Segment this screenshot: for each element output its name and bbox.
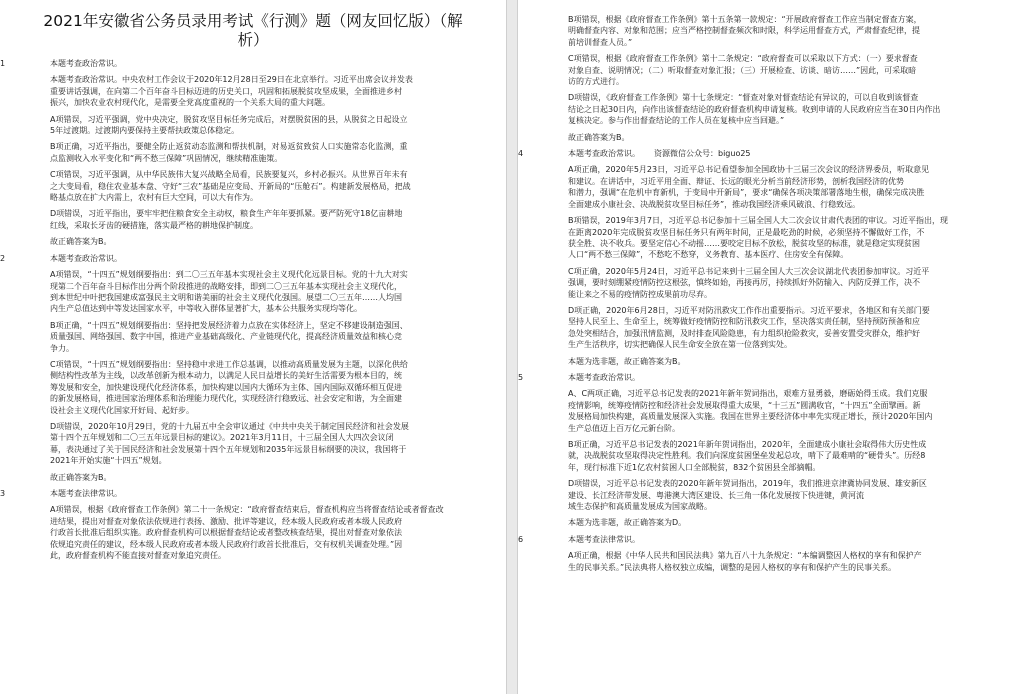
text-line: 前培训督查人员。” — [568, 37, 633, 47]
question-content — [528, 14, 1010, 143]
text-line: 人口“两不愁三保障”，不愁吃不愁穿，义务教育、基本医疗、住房安全有保障。 — [568, 250, 849, 260]
question-topic-text: 本题考查法律常识。 — [50, 489, 122, 498]
text-line: B项正确，“十四五”规划纲要指出：坚持把发展经济着力点放在实体经济上，坚定不移建设制造强国、 — [50, 320, 408, 330]
text-line: 明确督查内容、对象和范围；应当严格控制督查频次和时限，科学运用督查方式，严肃督查纪律，提 — [568, 26, 920, 36]
question-topic — [568, 148, 1010, 159]
text-line: 和建议。在讲话中，习近平用全面、辩证、长远的眼光分析当前经济形势，剖析我国经济的优势 — [568, 176, 904, 186]
question-2 — [0, 253, 492, 483]
question-topic — [568, 534, 1010, 545]
text-line: B项正确，习近平总书记发表的2021年新年贺词指出，2020年，全面建成小康社会取得伟大历史性成 — [568, 440, 927, 449]
text-line: D项正确，2020年6月28日，习近平对防汛救灾工作作出重要指示。习近平要求，各地区和有关部门要 — [568, 305, 930, 315]
option-paragraph — [50, 269, 492, 315]
option-paragraph — [50, 114, 492, 137]
option-paragraph — [568, 439, 1010, 473]
text-line: 坚持人民至上、生命至上，统筹做好疫情防控和防汛救灾工作，坚决落实责任制，坚持预防预备和应 — [568, 317, 920, 327]
text-line: B项错误，根据《政府督查工作条例》第十五条第一款规定：“开展政府督查工作应当制定督查方案， — [568, 15, 922, 24]
text-line: 现第二个百年奋斗目标作出分两个阶段推进的战略安排，即到二〇三五年基本实现社会主义现代化， — [50, 281, 402, 291]
option-paragraph — [568, 305, 1010, 351]
answer-line: 故正确答案为B。 — [50, 237, 112, 247]
text-line: 年，现行标准下近1亿农村贫困人口全部脱贫，832个贫困县全部摘帽。 — [568, 462, 821, 472]
option-paragraph — [568, 14, 1010, 48]
text-line: 就，决战脱贫攻坚取得决定性胜利。我们向深度贫困堡垒发起总攻，啃下了最难啃的“硬骨头”。历经8 — [568, 451, 926, 461]
question-number: 4 — [518, 149, 524, 159]
text-line: D项错误，《政府督查工作条例》第十七条规定：“督查对象对督查结论有异议的，可以自收到该督查 — [568, 93, 919, 103]
text-line: 和潜力，强调“在危机中育新机，于变局中开新局”，要求“确保各项决策部署落地生根，确保完成决胜 — [568, 188, 925, 198]
question-topic-text: 本题考查政治常识。 — [50, 59, 122, 68]
question-topic — [568, 372, 1010, 383]
text-line: 域生态保护和高质量发展成为国家战略。 — [568, 502, 712, 512]
text-line: D项错误，习近平总书记发表的2020年新年贺词指出，2019年，我们推进京津冀协同发展、雄安新区 — [568, 479, 927, 489]
text-line: 此，政府督查机构不能直接对督查对象追究责任。 — [50, 551, 226, 561]
text-line: A项正确，根据《中华人民共和国民法典》第九百八十九条规定：“本编调整因人格权的享有和保护产 — [568, 551, 922, 561]
text-line: B项正确，习近平指出，要健全防止返贫动态监测和帮扶机制，对易返贫致贫人口实施常态化监测，重 — [50, 142, 408, 152]
text-line: 生产生活秩序，切实把确保人民生命安全放在第一位落到实处。 — [568, 340, 792, 350]
option-paragraph — [568, 92, 1010, 126]
document-title — [14, 12, 492, 50]
text-line: A项错误，习近平强调，党中央决定，脱贫攻坚目标任务完成后，对摆脱贫困的县，从脱贫之日起设立 — [50, 114, 408, 124]
text-line: 生产总值迈上百万亿元新台阶。 — [568, 423, 680, 433]
question-1 — [0, 58, 492, 248]
text-line: C项错误，习近平强调，从中华民族伟大复兴战略全局看，民族要复兴，乡村必振兴。从世界百年未有 — [50, 170, 408, 180]
question-topic-text: 本题考查政治常识。 — [568, 149, 640, 159]
text-line: 对象自查、说明情况；（二）听取督查对象汇报；（三）开展检查、访谈、暗访……”因此，可采取暗 — [568, 65, 917, 75]
option-paragraph — [568, 215, 1010, 261]
option-paragraph — [568, 478, 1010, 512]
option-paragraph — [568, 550, 1010, 573]
text-line: 能让来之不易的疫情防控成果前功尽弃。 — [568, 289, 712, 299]
text-line: 红线，采取长牙齿的硬措施，落实最严格的耕地保护制度。 — [50, 220, 258, 230]
question-content — [28, 58, 492, 248]
answer-line: 本题为选非题，故正确答案为B。 — [568, 356, 686, 366]
question-number: 1 — [0, 59, 6, 68]
text-line: 访的方式进行。 — [568, 77, 624, 87]
question-number: 5 — [518, 372, 524, 382]
text-line: A项正确，2020年5月23日，习近平总书记看望参加全国政协十三届三次会议的经济界委员，听取意见 — [568, 165, 930, 175]
right-page-body — [518, 0, 1024, 573]
text-line: 5年过渡期。过渡期内要保持主要帮扶政策总体稳定。 — [50, 126, 240, 136]
question-content — [528, 148, 1010, 367]
text-line: 振兴，加快农业农村现代化，是需要全党高度重视的一个关系大局的重大问题。 — [50, 98, 330, 108]
text-line: C项错误，根据《政府督查工作条例》第十二条规定：“政府督查可以采取以下方式：（一）要求督查 — [568, 54, 918, 64]
option-paragraph — [50, 208, 492, 231]
question-content — [528, 534, 1010, 573]
text-line: 的新发展格局，推进国家治理体系和治理能力现代化，实现经济行稳致远、社会安定和谐，为全面建 — [50, 394, 402, 404]
option-paragraph — [568, 53, 1010, 87]
text-line: 生的民事关系。”民法典将人格权独立成编，调整的是因人格权的享有和保护产生的民事关系。 — [568, 562, 897, 572]
text-line: 点监测收入水平变化和“两不愁三保障”巩固情况，继续精准施策。 — [50, 153, 283, 163]
text-line: 本题考查政治常识。中央农村工作会议于2020年12月28日至29日在北京举行。习近平出席会议并发表 — [50, 75, 413, 85]
text-line: 略基点放在扩大内需上，农村有巨大空间，可以大有作为。 — [50, 193, 258, 203]
question-content — [28, 253, 492, 483]
text-line: C项正确，2020年5月24日，习近平总书记来到十三届全国人大三次会议湖北代表团参加审议。习近平 — [568, 266, 930, 276]
text-line: A项错误，“十四五”规划纲要指出：到二〇三五年基本实现社会主义现代化远景目标。党的十九大对实 — [50, 270, 408, 280]
question-topic-text: 本题考查政治常识。 — [568, 372, 640, 382]
text-line: 建设、长江经济带发展、粤港澳大湾区建设、长三角一体化发展按下快进键，黄河流 — [568, 490, 864, 500]
document-page-right — [518, 0, 1024, 694]
option-paragraph — [568, 164, 1010, 210]
text-line: 质量强国、网络强国、数字中国，推进产业基础高级化、产业链现代化，提高经济质量效益和核心竞 — [50, 332, 402, 342]
question-topic — [50, 253, 492, 264]
option-paragraph — [50, 141, 492, 164]
text-line: 幕，表决通过了关于国民经济和社会发展第十四个五年规划和2035年远景目标纲要的决议，我国将于 — [50, 444, 407, 454]
answer-line: 本题为选非题，故正确答案为D。 — [568, 518, 687, 528]
option-paragraph — [50, 320, 492, 354]
text-line: 争力。 — [50, 343, 74, 353]
page-separator — [506, 0, 518, 694]
text-line: B项错误，2019年3月7日，习近平总书记参加十三届全国人大二次会议甘肃代表团的审议。习近平指出，现 — [568, 216, 949, 226]
title-line-2: 析） — [237, 31, 269, 49]
question-3-continued — [528, 14, 1010, 143]
question-topic — [50, 58, 492, 69]
text-line: 结论之日起30日内，向作出该督查结论的政府督查机构申请复核。收到申请的人民政府应当在30日内作出 — [568, 104, 941, 114]
document-page-left — [0, 0, 506, 694]
left-page-body — [0, 58, 506, 561]
source-note: 资源微信公众号：biguo25 — [654, 149, 751, 159]
text-line: 行政首长批准后组织实施。政府督查机构可以根据督查结论或者整改核查结果，提出对督查对象依法 — [50, 528, 402, 538]
text-line: 疫情影响，统筹疫情防控和经济社会发展取得重大成果，“十三五”圆满收官，“十四五”全面擘画。新 — [568, 400, 921, 410]
text-line: 重要讲话强调，在向第二个百年奋斗目标迈进的历史关口，巩固和拓展脱贫攻坚成果，全面推进乡村 — [50, 86, 402, 96]
text-line: D项错误，2020年10月29日，党的十九届五中全会审议通过《中共中央关于制定国民经济和社会发展 — [50, 421, 409, 431]
text-line: 筹发展和安全，加快建设现代化经济体系，加快构建以国内大循环为主体、国内国际双循环相互促进 — [50, 382, 402, 392]
question-topic — [50, 488, 492, 499]
option-paragraph — [50, 74, 492, 108]
text-line: A项错误，根据《政府督查工作条例》第二十一条规定：“政府督查结束后，督查机构应当将督查结论或者督查改 — [50, 505, 444, 515]
text-line: 侧结构性改革为主线，以改革创新为根本动力，以满足人民日益增长的美好生活需要为根本目的，统 — [50, 371, 402, 381]
question-number: 2 — [0, 253, 6, 263]
option-paragraph — [50, 421, 492, 467]
text-line: 发展格局加快构建，高质量发展深入实施。我国在世界主要经济体中率先实现正增长，预计2020年国内 — [568, 412, 933, 422]
question-topic-text: 本题考查法律常识。 — [568, 534, 640, 544]
text-line: 第十四个五年规划和二〇三五年远景目标的建议》。2021年3月11日，十三届全国人大四次会议闭 — [50, 433, 394, 443]
question-topic-text: 本题考查政治常识。 — [50, 253, 122, 263]
option-paragraph — [50, 359, 492, 416]
question-content — [28, 488, 492, 561]
text-line: 设社会主义现代化国家开好局、起好步。 — [50, 405, 194, 415]
text-line: A、C两项正确，习近平总书记发表的2021年新年贺词指出，艰难方显勇毅，磨砺始得玉成。我们克服 — [568, 389, 928, 399]
text-line: 急处突相结合，加强汛情监测，及时排查风险隐患，有力组织抢险救灾，妥善安置受灾群众，维护好 — [568, 328, 920, 338]
text-line: 到本世纪中叶把我国建成富强民主文明和谐美丽的社会主义现代化强国。展望二〇三五年……人均国 — [50, 292, 402, 302]
question-number: 6 — [518, 534, 524, 544]
text-line: 进结果，提出对督查对象依法依规进行表扬、激励、批评等建议，经本级人民政府或者本级人民政府 — [50, 516, 402, 526]
title-line-1: 2021年安徽省公务员录用考试《行测》题（网友回忆版）（解 — [43, 12, 463, 30]
text-line: 在距离2020年完成脱贫攻坚目标任务只有两年时间，正是最吃劲的时候，必须坚持不懈做好工作，不 — [568, 227, 925, 237]
text-line: 依规追究责任的建议，经本级人民政府或者本级人民政府行政首长批准后，交有权机关调查处理。”因 — [50, 539, 403, 549]
text-line: 2021年开始实施“十四五”规划。 — [50, 456, 167, 466]
question-number: 3 — [0, 489, 6, 498]
option-paragraph — [568, 388, 1010, 434]
text-line: 内生产总值达到中等发达国家水平，中等收入群体显著扩大，基本公共服务实现均等化。 — [50, 304, 362, 314]
text-line: D项错误，习近平指出，要牢牢把住粮食安全主动权，粮食生产年年要抓紧。要严防死守18亿亩耕地 — [50, 209, 403, 219]
question-5 — [518, 372, 1010, 529]
question-content — [528, 372, 1010, 529]
option-paragraph — [50, 169, 492, 203]
text-line: 全面建成小康社会、决战脱贫攻坚目标任务”，推动我国经济乘风破浪、行稳致远。 — [568, 199, 861, 209]
text-line: C项错误，“十四五”规划纲要指出：坚持稳中求进工作总基调，以推动高质量发展为主题，以深化供给 — [50, 359, 408, 369]
text-line: 之大变局看，稳住农业基本盘、守好“三农”基础是应变局、开新局的“压舱石”。构建新发展格局，把战 — [50, 181, 411, 191]
option-paragraph — [50, 504, 492, 561]
text-line: 强调，要时刻绷紧疫情防控这根弦，慎终如始，再接再厉，持续抓好外防输入、内防反弹工作，决不 — [568, 278, 920, 288]
question-6 — [518, 534, 1010, 573]
answer-line: 故正确答案为B。 — [50, 472, 112, 482]
text-line: 获全胜、决不收兵。要坚定信心不动摇……要咬定目标不放松，脱贫攻坚的标准，就是稳定实现贫困 — [568, 238, 920, 248]
question-4 — [518, 148, 1010, 367]
text-line: 复核决定。参与作出督查结论的工作人员在复核中应当回避。” — [568, 116, 785, 126]
answer-line: 故正确答案为B。 — [568, 132, 630, 142]
question-3 — [0, 488, 492, 561]
option-paragraph — [568, 266, 1010, 300]
